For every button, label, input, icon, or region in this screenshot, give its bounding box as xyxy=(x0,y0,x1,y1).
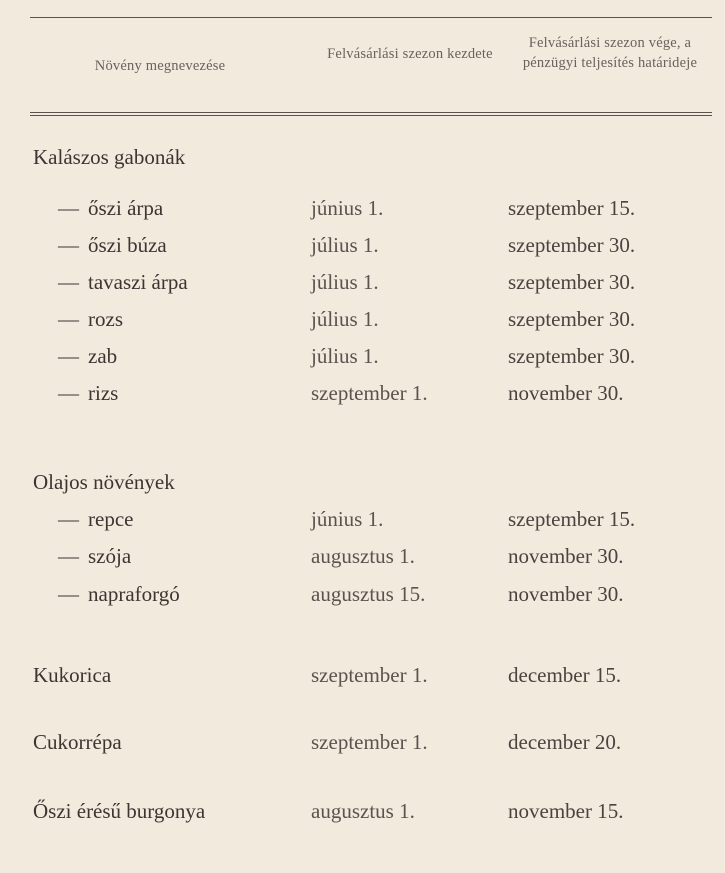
dash-mark: — xyxy=(58,233,79,257)
table-group-row xyxy=(0,794,725,828)
season-start-cell: szeptember 1. xyxy=(311,381,428,405)
table-group-row xyxy=(0,658,725,692)
dash-mark: — xyxy=(58,582,79,606)
table-row xyxy=(0,539,725,573)
plant-name-text: őszi búza xyxy=(88,233,167,257)
header-plant-name: Növény megnevezése xyxy=(94,58,226,74)
top-rule xyxy=(30,17,712,18)
plant-name-cell xyxy=(58,228,167,262)
season-end-cell: december 20. xyxy=(508,730,622,754)
plant-name-cell xyxy=(33,658,111,692)
plant-name-cell xyxy=(33,794,205,828)
plant-name-text: szója xyxy=(88,544,132,568)
plant-name-cell xyxy=(58,265,188,299)
plant-name-text: Kalászos gabonák xyxy=(33,145,186,169)
plant-name-text: Kukorica xyxy=(33,663,112,687)
plant-name-cell xyxy=(33,725,122,759)
plant-name-cell xyxy=(58,376,118,410)
plant-name-cell xyxy=(58,191,163,225)
dash-mark: — xyxy=(58,307,79,331)
dash-mark: — xyxy=(58,544,79,568)
plant-name-text: repce xyxy=(88,507,134,531)
season-end-cell: szeptember 30. xyxy=(508,233,636,257)
plant-name-text: Olajos növények xyxy=(33,470,175,494)
plant-name-cell xyxy=(58,339,117,373)
season-start-cell: július 1. xyxy=(311,344,379,368)
header-bottom-rule-2 xyxy=(30,115,712,116)
table-row xyxy=(0,502,725,536)
season-start-cell: július 1. xyxy=(311,270,379,294)
season-end-cell: november 30. xyxy=(508,381,624,405)
table-group-row xyxy=(0,725,725,759)
dash-mark: — xyxy=(58,381,79,405)
dash-mark: — xyxy=(58,270,79,294)
plant-name-cell xyxy=(58,539,131,573)
header-season-end: Felvásárlási szezon vége, a pénzügyi teljesítés határideje xyxy=(522,35,698,71)
plant-name-cell xyxy=(58,302,123,336)
table-row xyxy=(0,191,725,225)
table-row xyxy=(0,302,725,336)
season-start-cell: augusztus 1. xyxy=(311,799,415,823)
season-end-cell: szeptember 15. xyxy=(508,196,636,220)
season-start-cell: szeptember 1. xyxy=(311,663,428,687)
table-row xyxy=(0,376,725,410)
table-group-row xyxy=(0,140,725,174)
season-end-cell: szeptember 30. xyxy=(508,307,636,331)
season-start-cell: augusztus 1. xyxy=(311,544,415,568)
season-end-cell: szeptember 30. xyxy=(508,270,636,294)
table-row xyxy=(0,339,725,373)
table-row xyxy=(0,577,725,611)
season-end-cell: december 15. xyxy=(508,663,622,687)
season-start-cell: június 1. xyxy=(311,507,384,531)
table-row xyxy=(0,265,725,299)
plant-name-cell xyxy=(58,502,133,536)
dash-mark: — xyxy=(58,507,79,531)
table-group-row xyxy=(0,465,725,499)
season-end-cell: november 30. xyxy=(508,582,624,606)
season-end-cell: szeptember 30. xyxy=(508,344,636,368)
season-end-cell: november 30. xyxy=(508,544,624,568)
plant-name-cell xyxy=(33,465,175,499)
season-start-cell: szeptember 1. xyxy=(311,730,428,754)
header-bottom-rule xyxy=(30,112,712,113)
table-row xyxy=(0,228,725,262)
plant-name-text: zab xyxy=(88,344,118,368)
season-end-cell: november 15. xyxy=(508,799,624,823)
plant-name-text: tavaszi árpa xyxy=(88,270,188,294)
plant-name-text: őszi árpa xyxy=(88,196,164,220)
header-season-start: Felvásárlási szezon kezdete xyxy=(327,46,493,62)
season-end-cell: szeptember 15. xyxy=(508,507,636,531)
plant-name-cell xyxy=(33,140,185,174)
plant-name-text: Cukorrépa xyxy=(33,730,122,754)
plant-name-text: rozs xyxy=(88,307,123,331)
season-start-cell: június 1. xyxy=(311,196,384,220)
season-start-cell: augusztus 15. xyxy=(311,582,426,606)
plant-name-text: Őszi érésű burgonya xyxy=(33,799,206,823)
season-start-cell: július 1. xyxy=(311,233,379,257)
plant-name-cell xyxy=(58,577,180,611)
dash-mark: — xyxy=(58,344,79,368)
season-start-cell: július 1. xyxy=(311,307,379,331)
plant-name-text: napraforgó xyxy=(88,582,180,606)
dash-mark: — xyxy=(58,196,79,220)
plant-name-text: rizs xyxy=(88,381,119,405)
